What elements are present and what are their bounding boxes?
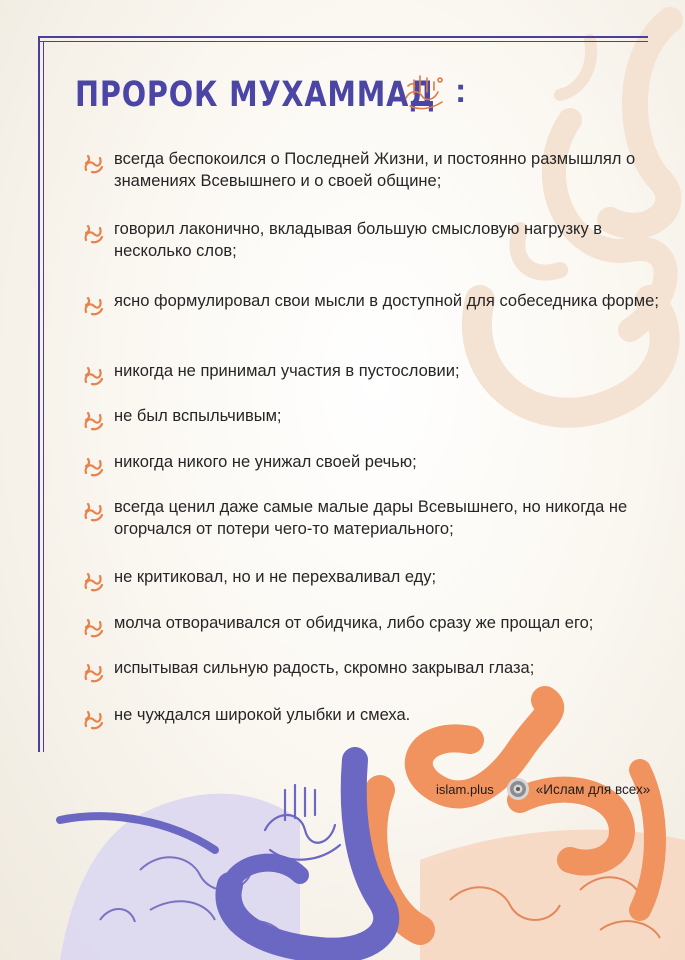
brand-logo-icon — [506, 777, 530, 801]
brand-name: «Ислам для всех» — [535, 781, 651, 797]
frame-top-line — [38, 36, 648, 38]
bullet-calligraphy-icon — [80, 453, 106, 479]
list-item-text: ясно формулировал свои мысли в доступной для собеседника форме; — [114, 292, 659, 310]
title-colon: : — [455, 72, 467, 110]
title-row — [75, 70, 515, 120]
bullet-calligraphy-icon — [80, 407, 106, 433]
list-item — [80, 566, 659, 594]
frame-left-line — [38, 36, 40, 752]
list-item — [80, 496, 659, 540]
list-item — [80, 218, 659, 262]
list-item-text: испытывая сильную радость, скромно закрывал глаза; — [114, 659, 535, 677]
list-item-text: всегда ценил даже самые малые дары Всевышнего, но никогда не огорчался от потери чего-то материального; — [114, 498, 628, 538]
list-item-text: молча отворачивался от обидчика, либо сразу же прощал его; — [114, 614, 594, 632]
brand-block — [436, 777, 650, 801]
bullet-calligraphy-icon — [80, 220, 106, 246]
list-item-text: никогда не принимал участия в пустословии; — [114, 362, 460, 380]
list-item — [80, 612, 659, 640]
bullet-calligraphy-icon — [80, 150, 106, 176]
list-item-text: никогда никого не унижал своей речью; — [114, 453, 417, 471]
page-title: ПРОРОК МУХАММАД — [75, 75, 436, 115]
list-item — [80, 360, 659, 388]
frame-left-line-inner — [43, 41, 44, 752]
list-item-text: не чуждался широкой улыбки и смеха. — [114, 706, 411, 724]
list-item — [80, 290, 659, 318]
list-item-text: не был вспыльчивым; — [114, 407, 282, 425]
list-item — [80, 451, 659, 479]
list-item-text: говорил лаконично, вкладывая большую смысловую нагрузку в несколько слов; — [114, 220, 603, 260]
bullet-calligraphy-icon — [80, 292, 106, 318]
list-item-text: всегда беспокоился о Последней Жизни, и постоянно размышлял о знамениях Всевышнего и о своей общине; — [114, 150, 636, 190]
list-item — [80, 148, 659, 192]
frame-top-line-inner — [38, 41, 648, 42]
list-item — [80, 405, 659, 433]
bullet-calligraphy-icon — [80, 498, 106, 524]
bullet-calligraphy-icon — [80, 568, 106, 594]
bullet-calligraphy-icon — [80, 362, 106, 388]
salawat-calligraphy-icon — [400, 68, 448, 114]
list-item-text: не критиковал, но и не перехваливал еду; — [114, 568, 437, 586]
brand-site[interactable]: islam.plus — [436, 781, 494, 797]
bullet-calligraphy-icon — [80, 614, 106, 640]
bottom-calligraphy — [0, 670, 685, 960]
